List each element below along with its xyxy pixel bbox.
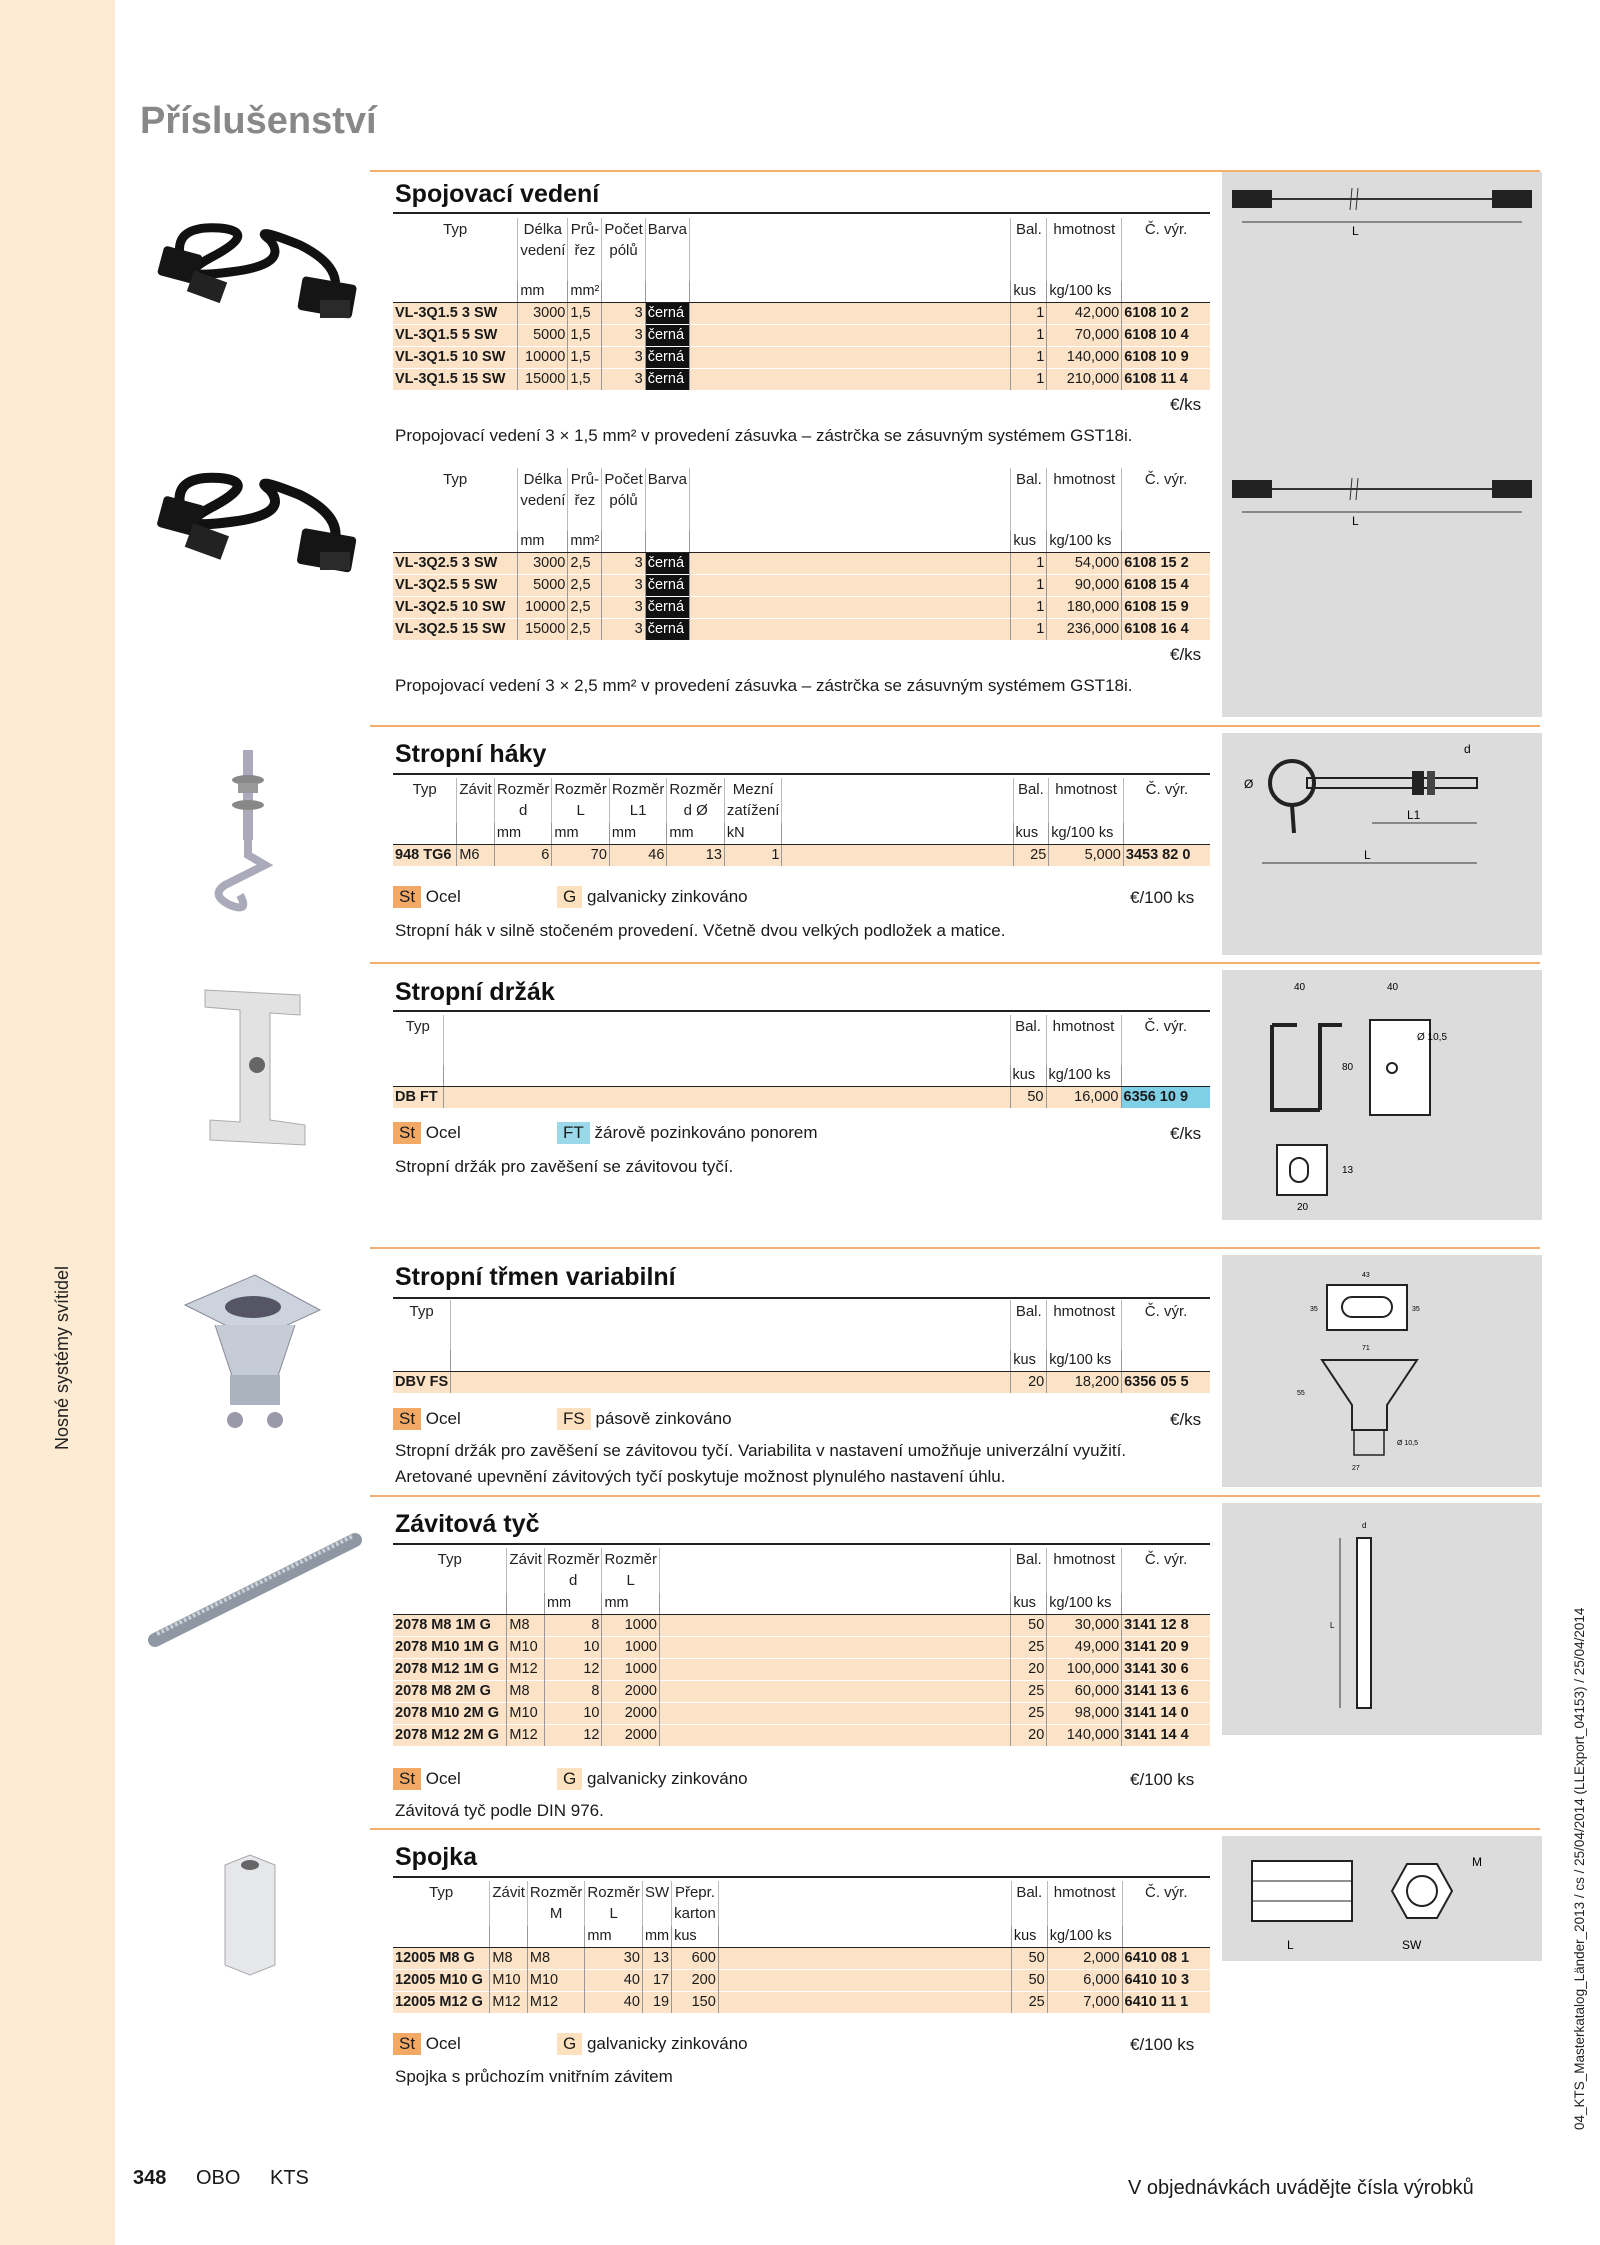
col-bal: Bal. — [1011, 1300, 1047, 1323]
section-rule — [393, 1010, 1210, 1012]
material-badge: St — [393, 2033, 421, 2055]
col-zavit: Závit — [490, 1881, 528, 1926]
table-row: VL-3Q2.5 15 SW 15000 2,5 3 černá 1 236,000 6108 16 4 — [393, 618, 1210, 640]
dim-label: 71 — [1362, 1345, 1370, 1352]
col-cvyr: Č. výr. — [1122, 1548, 1210, 1593]
section-rule — [393, 212, 1210, 214]
description: Propojovací vedení 3 × 2,5 mm² v provedení zásuvka – zástrčka se zásuvným systémem GST18i. — [395, 676, 1133, 695]
col-typ: Typ — [429, 1884, 454, 1901]
dim-label: Ø — [1244, 777, 1254, 791]
col-hmotnost: hmotnost — [1047, 1881, 1122, 1926]
col-delka: Délka vedení — [518, 468, 568, 512]
col-typ: Typ — [437, 1551, 462, 1568]
col-pocet: Počet pólů — [602, 218, 645, 262]
product-table-1 — [393, 218, 1210, 390]
material-badge: St — [393, 1408, 421, 1430]
table-row: VL-3Q1.5 3 SW 3000 1,5 3 černá 1 42,000 6108 10 2 — [393, 302, 1210, 324]
description: Závitová tyč podle DIN 976. — [395, 1801, 604, 1820]
material-label: Ocel — [425, 1123, 461, 1142]
finish-badge: G — [557, 1768, 582, 1790]
col-typ: Typ — [412, 781, 437, 798]
dim-label: L — [1287, 1938, 1294, 1952]
dim-label: d — [1362, 1521, 1367, 1530]
description: Aretované upevnění závitových tyčí poskytuje možnost plynulého nastavení úhlu. — [395, 1467, 1006, 1486]
dim-label: 40 — [1294, 982, 1306, 993]
product-table: Typ Bal. hmotnost Č. výr. kus kg/100 ks DBV FS 20 18,200 6356 05 5 — [393, 1300, 1210, 1393]
col-bal: Bal. — [1011, 1548, 1047, 1593]
page-number: 348 — [133, 2167, 167, 2189]
col-typ: Typ — [443, 221, 468, 238]
col-bal: Bal. — [1011, 218, 1047, 262]
dim-label: 43 — [1362, 1272, 1370, 1279]
cable-photo — [150, 460, 365, 600]
bracket-drawing — [1222, 970, 1542, 1220]
finish-badge: FT — [557, 1122, 590, 1144]
finish-badge: G — [557, 2033, 582, 2055]
price-unit: €/ks — [1170, 1124, 1202, 1143]
coupler-drawing — [1222, 1836, 1542, 1961]
material-badge: St — [393, 1122, 421, 1144]
finish-row — [557, 886, 748, 908]
table-row: 2078 M10 1M G M10 10 1000 25 49,000 3141 20 9 — [393, 1637, 1210, 1659]
material-badge: St — [393, 886, 421, 908]
dim-label: Ø 10,5 — [1397, 1440, 1419, 1447]
dim-label: L1 — [1407, 808, 1421, 822]
finish-row — [557, 1408, 732, 1430]
hook-photo — [205, 745, 295, 920]
product-table: Typ Bal. hmotnost Č. výr. kus kg/100 ks DB FT 50 16,000 6356 10 9 — [393, 1015, 1210, 1108]
unit: kg/100 ks — [1047, 280, 1122, 302]
col-l1: Rozměr L1 — [609, 778, 667, 823]
col-typ: Typ — [443, 471, 468, 488]
table-row: DB FT 50 16,000 6356 10 9 — [393, 1086, 1210, 1108]
table-row: 12005 M12 G M12 M12 40 19 150 25 7,000 6410 11 1 — [393, 1992, 1210, 2014]
footer-note: V objednávkách uvádějte čísla výrobků — [1128, 2177, 1474, 2199]
section-title: Stropní háky — [395, 740, 547, 768]
finish-label: žárově pozinkováno ponorem — [594, 1123, 818, 1142]
description: Stropní držák pro zavěšení se závitovou tyčí. Variabilita v nastavení umožňuje univerzální využití. — [395, 1441, 1127, 1460]
price-unit: €/ks — [1170, 395, 1202, 414]
col-cvyr: Č. výr. — [1122, 1300, 1210, 1323]
product-table-2: Typ Délka vedení Prů- řez Počet pólů Barva Bal. hmotnost Č. výr. mm mm² kus kg/100 ks VL-3Q2.5 3 SW 3000 2,5 3 černá 1 54,000 6108 15 2 VL-3Q2.5 5 SW 5000 2,5 3 černá 1 90,000 6108 15 4 VL-3Q2.5 10 SW 10000 2,5 3 černá 1 180,000 6108 15 9 VL-3Q2.5 15 SW 15000 2,5 3 černá 1 236,000 6108 16 4 — [393, 468, 1210, 640]
col-bal: Bal. — [1011, 1881, 1047, 1926]
col-typ: Typ — [409, 1303, 434, 1320]
dim-label: L — [1364, 848, 1371, 862]
footer-brand: OBO — [196, 2167, 241, 2189]
description: Stropní hák v silně stočeném provedení. Včetně dvou velkých podložek a matice. — [395, 921, 1006, 940]
col-hmotnost: hmotnost — [1047, 218, 1122, 262]
side-meta: 04_KTS_Masterkatalog_Länder_2013 / cs / 25/04/2014 (LLExport_04153) / 25/04/2014 — [1572, 1607, 1587, 2130]
section-title: Stropní třmen variabilní — [395, 1263, 676, 1291]
unit: mm — [518, 280, 568, 302]
table-row: DBV FS 20 18,200 6356 05 5 — [393, 1371, 1210, 1393]
cable-photo — [150, 210, 365, 330]
col-delka: Délka vedení — [518, 218, 568, 262]
finish-label: galvanicky zinkováno — [586, 2034, 748, 2053]
col-prepr: Přepr. karton — [672, 1881, 719, 1926]
material-row — [393, 1408, 461, 1430]
col-hmotnost: hmotnost — [1047, 1548, 1122, 1593]
col-l: Rozměr L — [585, 1881, 643, 1926]
dim-label: 40 — [1387, 982, 1399, 993]
sidebar — [0, 0, 115, 2245]
material-row — [393, 1768, 461, 1790]
col-m: Rozměr M — [527, 1881, 585, 1926]
product-table: Typ Závit Rozměr M Rozměr L SW Přepr. karton Bal. hmotnost Č. výr. mm mm kus kus kg/100 ks 12005 M8 G M8 M8 30 13 600 50 2,000 6410 08 1 12005 M10 G M10 M10 40 17 200 50 6,000 6410 10 3 12005 M12 G M12 M12 40 19 150 25 7,000 6410 11 1 — [393, 1881, 1210, 2013]
col-l: Rozměr L — [602, 1548, 660, 1593]
section-rule — [370, 1828, 1540, 1830]
side-label: Nosné systémy svítidel — [52, 1265, 72, 1450]
unit: kus — [1011, 280, 1047, 302]
section-rule — [370, 1495, 1540, 1497]
price-unit: €/100 ks — [1130, 2035, 1195, 2054]
cable-drawing — [1222, 180, 1542, 260]
section-rule — [370, 1247, 1540, 1249]
hook-drawing — [1222, 733, 1542, 955]
col-hmotnost: hmotnost — [1049, 778, 1124, 823]
col-cvyr: Č. výr. — [1122, 218, 1210, 262]
unit: mm² — [568, 280, 602, 302]
material-row — [393, 1122, 461, 1144]
col-mez: Mezní zatížení — [724, 778, 782, 823]
section-title: Spojka — [395, 1843, 477, 1871]
material-label: Ocel — [425, 887, 461, 906]
dim-label: M — [1472, 1855, 1482, 1869]
table-row: VL-3Q2.5 5 SW 5000 2,5 3 černá 1 90,000 6108 15 4 — [393, 574, 1210, 596]
section-rule — [370, 962, 1540, 964]
description: Stropní držák pro zavěšení se závitovou tyčí. — [395, 1157, 734, 1176]
finish-label: pásově zinkováno — [595, 1409, 732, 1428]
dim-label: SW — [1402, 1938, 1422, 1952]
section-title: Závitová tyč — [395, 1510, 540, 1538]
finish-row — [557, 2033, 748, 2055]
col-prurez: Prů- řez — [568, 218, 602, 262]
dim-label: Ø 10,5 — [1417, 1032, 1448, 1043]
col-d: Rozměr d — [494, 778, 552, 823]
col-barva: Barva — [645, 468, 689, 512]
finish-badge: FS — [557, 1408, 591, 1430]
col-cvyr: Č. výr. — [1121, 1015, 1210, 1038]
dim-label: 80 — [1342, 1062, 1354, 1073]
material-label: Ocel — [425, 1769, 461, 1788]
dim-label: L — [1330, 1621, 1335, 1630]
col-hmotnost: hmotnost — [1047, 1300, 1122, 1323]
section-rule — [370, 725, 1540, 727]
col-zavit: Závit — [507, 1548, 545, 1593]
section-title: Stropní držák — [395, 978, 555, 1006]
table-row: VL-3Q2.5 3 SW 3000 2,5 3 černá 1 54,000 6108 15 2 — [393, 552, 1210, 574]
col-d: Rozměr d — [544, 1548, 602, 1593]
bracket-photo — [195, 985, 320, 1160]
col-bal: Bal. — [1013, 778, 1049, 823]
col-dd: Rozměr d Ø — [667, 778, 725, 823]
price-unit: €/ks — [1170, 1410, 1202, 1429]
table-row: VL-3Q2.5 10 SW 10000 2,5 3 černá 1 180,000 6108 15 9 — [393, 596, 1210, 618]
table-row: 12005 M10 G M10 M10 40 17 200 50 6,000 6410 10 3 — [393, 1970, 1210, 1992]
material-row — [393, 886, 461, 908]
section-rule — [393, 1543, 1210, 1545]
dim-label: L — [1352, 224, 1359, 238]
section-rule — [393, 773, 1210, 775]
finish-badge: G — [557, 886, 582, 908]
section-title: Spojovací vedení — [395, 180, 600, 208]
price-unit: €/ks — [1170, 645, 1202, 664]
section-rule — [393, 1876, 1210, 1878]
coupler-photo — [215, 1850, 285, 1980]
finish-label: galvanicky zinkováno — [586, 887, 748, 906]
dim-label: d — [1464, 742, 1471, 756]
col-hmotnost: hmotnost — [1047, 468, 1122, 512]
col-cvyr: Č. výr. — [1122, 1881, 1210, 1926]
material-badge: St — [393, 1768, 421, 1790]
table-row: VL-3Q1.5 10 SW 10000 1,5 3 černá 1 140,000 6108 10 9 — [393, 346, 1210, 368]
col-l: Rozměr L — [552, 778, 610, 823]
stirrup-photo — [175, 1265, 325, 1435]
col-zavit: Závit — [457, 778, 495, 823]
table-row: 2078 M12 1M G M12 12 1000 20 100,000 3141 30 6 — [393, 1659, 1210, 1681]
col-pocet: Počet pólů — [602, 468, 645, 512]
table-row: 2078 M10 2M G M10 10 2000 25 98,000 3141 14 0 — [393, 1703, 1210, 1725]
page-title: Příslušenství — [140, 100, 377, 142]
col-typ: Typ — [405, 1018, 430, 1035]
table-row: VL-3Q1.5 5 SW 5000 1,5 3 černá 1 70,000 6108 10 4 — [393, 324, 1210, 346]
table-row: 948 TG6 M6 6 70 46 13 1 25 5,000 3453 82 0 — [393, 845, 1210, 867]
finish-label: galvanicky zinkováno — [586, 1769, 748, 1788]
dim-label: 55 — [1297, 1390, 1305, 1397]
price-unit: €/100 ks — [1130, 1770, 1195, 1789]
finish-row — [557, 1122, 818, 1144]
dim-label: 13 — [1342, 1165, 1354, 1176]
dim-label: L — [1352, 514, 1359, 528]
col-bal: Bal. — [1010, 1015, 1046, 1038]
description: Spojka s průchozím vnitřním závitem — [395, 2067, 673, 2086]
footer-section: KTS — [270, 2167, 309, 2189]
section-rule — [393, 1297, 1210, 1299]
material-label: Ocel — [425, 2034, 461, 2053]
dim-label: 35 — [1412, 1306, 1420, 1313]
description: Propojovací vedení 3 × 1,5 mm² v provedení zásuvka – zástrčka se zásuvným systémem GST18i. — [395, 426, 1133, 445]
dim-label: 35 — [1310, 1306, 1318, 1313]
material-row — [393, 2033, 461, 2055]
table-row: 2078 M8 1M G M8 8 1000 50 30,000 3141 12 8 — [393, 1615, 1210, 1637]
product-table: Typ Závit Rozměr d Rozměr L Rozměr L1 Rozměr d Ø Mezní zatížení Bal. hmotnost Č. výr. mm mm mm mm kN kus kg/100 ks 948 TG6 M6 6 70 46 13 1 25 5,000 3453 82 0 — [393, 778, 1210, 866]
col-bal: Bal. — [1011, 468, 1047, 512]
material-label: Ocel — [425, 1409, 461, 1428]
col-prurez: Prů- řez — [568, 468, 602, 512]
dim-label: 27 — [1352, 1465, 1360, 1472]
table-row: 2078 M12 2M G M12 12 2000 20 140,000 3141 14 4 — [393, 1725, 1210, 1747]
dim-label: 20 — [1297, 1202, 1309, 1213]
col-cvyr: Č. výr. — [1122, 468, 1210, 512]
price-unit: €/100 ks — [1130, 888, 1195, 907]
table-row: 2078 M8 2M G M8 8 2000 25 60,000 3141 13 6 — [393, 1681, 1210, 1703]
finish-row — [557, 1768, 748, 1790]
rod-drawing — [1222, 1503, 1542, 1735]
table-row: 12005 M8 G M8 M8 30 13 600 50 2,000 6410 08 1 — [393, 1948, 1210, 1970]
rod-photo — [145, 1530, 370, 1655]
product-table: Typ Závit Rozměr d Rozměr L Bal. hmotnost Č. výr. mm mm kus kg/100 ks 2078 M8 1M G M8 8 1000 50 30,000 3141 12 8 2078 M10 1M G M10 10 1000 25 49,000 3141 20 9 2078 M12 1M G M12 12 1000 20 100,000 3141 30 6 2078 M8 2M G M8 8 2000 25 60,000 3141 13 6 2078 M10 2M G M10 10 2000 25 98,000 3141 14 0 2078 M12 2M G M12 12 2000 20 140,000 3141 14 4 — [393, 1548, 1210, 1746]
stirrup-drawing — [1222, 1255, 1542, 1487]
col-sw: SW — [642, 1881, 671, 1926]
cable-drawing — [1222, 470, 1542, 540]
table-row: VL-3Q1.5 15 SW 15000 1,5 3 černá 1 210,000 6108 11 4 — [393, 368, 1210, 390]
col-barva: Barva — [645, 218, 689, 262]
col-hmotnost: hmotnost — [1046, 1015, 1121, 1038]
col-cvyr: Č. výr. — [1123, 778, 1210, 823]
